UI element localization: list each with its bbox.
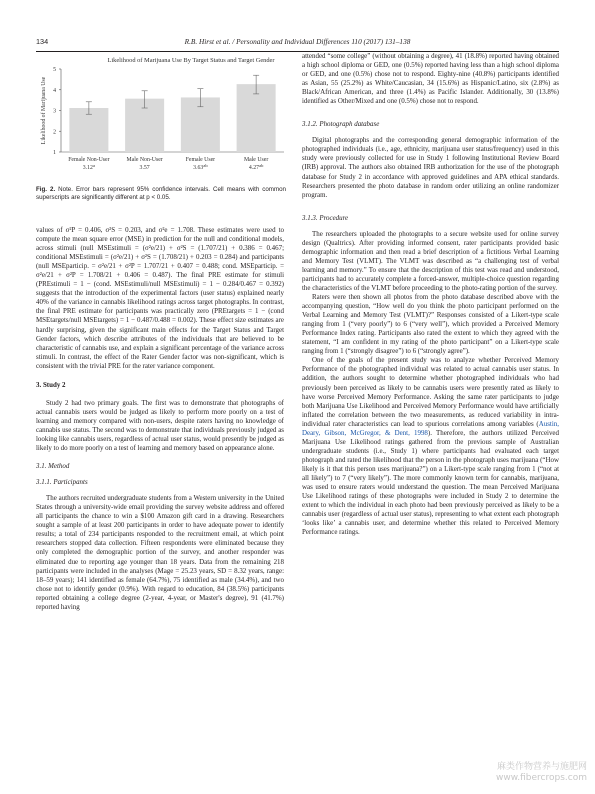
section-heading: 3. Study 2 <box>36 380 66 389</box>
paragraph: The researchers uploaded the photographs to a secure website used for online survey design (Qualtrics). After providing informed consent, rater participants provided basic demographic information and then read a brief description of a fictitious Verbal Learning and Memory Test (VLMT). The VLMT was described as “a challenging test of verbal learning and memory.” To ensure that the description of this test was read and understood, participants had to accurately complete a forced-answer, multiple-choice question regarding the characteristics of the VLMT before proceeding to the photo-rating portion of the survey. <box>302 229 559 292</box>
paragraph: The authors recruited undergraduate students from a Western university in the United States through a university-wide email providing the survey website address and offered all participants the chance to win a $100 Amazon gift card in a drawing. Researchers sought a sample of at least 200 participants in order to have adequate power to identify results; a total of 234 participants responded to the recruitment email, at which point researchers stopped data collection. Fifteen respondents were eliminated because they only completed the demographic portion of the survey, and another responder was eliminated due to reporting age younger than 18 years. Data from the remaining 218 participants were included in the analyses (Mage = 25.23 years, SD = 8.32 years, range: 18–59 years); 141 identified as female (64.7%), 75 identified as male (34.4%), and two chose not to identify gender (0.9%). With regard to education, 84 (38.5%) participants reported obtaining a college degree (2-year, 4-year, or Master's degree), 91 (41.7%) reported having <box>36 494 284 611</box>
left-column <box>36 226 284 612</box>
bar <box>69 108 108 152</box>
paragraph: Digital photographs and the corresponding general demographic information of the photographed individuals (i.e., age, ethnicity, marijuana user status/frequency) used in this study were previously collected for use in Study 1 following Institutional Review Board (IRB) approval. The authors also obtained IRB authorization for the use of the photograph database for Study 2 in accordance with approved guidelines and APA ethical standards. Researchers presented the photo database in random order utilizing an online randomizer program. <box>302 136 559 199</box>
subsection-heading: 3.1.3. Procedure <box>302 213 349 222</box>
subsection-heading: 3.1.1. Participants <box>36 478 88 487</box>
paragraph: Raters were then shown all photos from the photo database described above with the accompanying question, “How well do you think the photo participant performed on the Verbal Learning and Memory Test (VLMT)?” Responses consisted of a Likert-type scale ranging from 1 (“very poorly”) to 6 (“very well”), which provided a Perceived Memory Performance Index rating. Participants also rated the extent to which they agreed with the statement, “I am confident in my rating of the photo participant” on a Likert-type scale ranging from 1 (“strongly disagree”) to 6 (“strongly agree”). <box>302 293 559 356</box>
citation-link[interactable]: Austin, Deary, Gibson, McGregor, & Dent, 1998 <box>302 419 559 437</box>
y-tick-label: 2 <box>53 129 56 136</box>
watermark-line: 麻类作物营养与施肥网 <box>496 762 587 772</box>
y-tick-label: 3 <box>53 108 56 115</box>
figure-caption <box>36 186 286 202</box>
y-tick-label: 4 <box>53 87 56 94</box>
journal-citation: R.B. Hirst et al. / Personality and Individual Differences 110 (2017) 131–138 <box>184 37 411 46</box>
figure-caption-text: Note. Error bars represent 95% confidence intervals. Cell means with common superscripts are significantly different at p < 0.05. <box>36 186 286 201</box>
paragraph: values of σ²P = 0.406, σ²S = 0.203, and σ²e = 1.708. These estimates were used to compute the mean square error (MSE) in prediction for the null and conditional models, across stimuli (null MSEstimuli = (σ²e/21) + σ²S = (1.707/21) + 0.386 = 0.467; conditional MSEstimuli = (σ²e/21) + σ²S = (1.708/21) + 0.203 = 0.284) and participants (null MSEparticip. = σ²e/21 + σ²P = 1.707/21 + 0.407 = 0.488; cond. MSEparticip. = σ²e/21 + σ²P = 1.708/21 + 0.406 = 0.487). The final PRE estimate for stimuli (PREstimuli = 1 − (cond. MSEstimuli/null MSEstimuli) = 1 − 0.284/0.467 = 0.392) suggests that the introduction of the experimental factors (user status) explained nearly 40% of the variance in cannabis likelihood ratings across target photographs. In contrast, the final PRE estimate for participants was practically zero (PREtargets = 1 − (cond MSEtargets/null MSEtargets) = 1 − 0.487/0.488 = 0.002). These effect size estimates are hardly surprising, given the significant main effects for the Target Status and Target Gender factors, which describe attributes of the individuals that are believed to be characteristic of cannabis use, and explain a significant percentage of the variance across stimuli. In contrast, the effect of the Rater Gender factor was non-significant, which is consistent with the trivial PRE for the rater variance component. <box>36 226 284 370</box>
data-label: 3.12$^a$ <box>82 163 95 171</box>
paragraph: One of the goals of the present study was to analyze whether Perceived Memory Performance of the photographed individual was related to actual cannabis user status. In addition, the authors sought to determine whether photographed individuals who had previously been perceived as likely to be cannabis users were presently rated as likely to have worse Perceived Memory Performance. Asking the same rater participants to judge both Marijuana Use Likelihood and Perceived Memory Performance would have artificially inflated the correlation between the two measurements, as reduced variability in intra-individual rater characteristics can lead to spurious correlations among variables (Austin, Deary, Gibson, McGregor, & Dent, 1998). Therefore, the authors utilized Perceived Marijuana Use Likelihood ratings gathered from the previous sample of Australian undergraduate students (i.e., Study 1) where participants had evaluated each target photograph and rated the likelihood that the person in the photograph uses marijuana (“How likely is it that this person uses marijuana?”) on a Likert-type scale ranging from 1 (“not at all likely”) to 7 (“very likely”). The more commonly known term for cannabis, marijuana, was used to ensure raters would understand the question. The mean Perceived Marijuana Use Likelihood ratings of these photographs were included in Study 2 to determine the extent to which the individual in each photo had been previously perceived as likely to be a cannabis user (regardless of actual user status), representing to what extent each photograph ‘looks like’ a cannabis user, and determine whether this related to Perceived Memory Performance ratings. <box>302 356 559 537</box>
running-header <box>36 37 559 49</box>
bar <box>237 84 276 152</box>
y-tick-label: 5 <box>53 67 56 73</box>
data-label: 3.63$^{ab}$ <box>193 163 208 171</box>
figure-label: Fig. 2. <box>36 186 56 193</box>
chart-bars <box>68 75 275 171</box>
paragraph: Study 2 had two primary goals. The first was to demonstrate that photographs of actual cannabis users would be judged as likely to perform more poorly on a test of learning and memory compared with non-users, despite raters having no knowledge of cannabis use status. The second was to demonstrate that individuals previously judged as looking like cannabis users, regardless of actual user status, would presently be judged as likely to do more poorly on a test of learning and memory based on appearance alone. <box>36 398 284 453</box>
paragraph: attended “some college” (without obtaining a degree), 41 (18.8%) reported having obtained a high school diploma or GED, one (0.5%) reported having less than a high school diploma or GED, and one (0.5%) chose not to respond. Eighty-nine (40.8%) participants identified as Asian, 55 (25.2%) as White/Caucasian, 34 (15.6%) as Hispanic/Latino, six (2.8%) as Black/African American, and three (1.4%) as Pacific Islander. Additionally, 30 (13.8%) identified as Other/Mixed and one (0.5%) chose not to respond. <box>302 52 559 106</box>
watermark <box>496 762 587 784</box>
x-tick-label: Female Non-User <box>68 157 110 163</box>
bar-chart <box>36 52 286 202</box>
data-label: 4.27$^{ab}$ <box>248 163 264 171</box>
y-tick-label: 1 <box>53 150 56 156</box>
page-number: 134 <box>36 37 49 46</box>
x-tick-label: Female User <box>185 157 216 163</box>
x-tick-label: Male User <box>243 157 269 163</box>
subsection-heading: 3.1. Method <box>36 462 70 471</box>
x-tick-label: Male Non-User <box>126 157 163 163</box>
data-label: 3.57 <box>139 165 150 171</box>
subsection-heading: 3.1.2. Photograph database <box>302 120 380 129</box>
watermark-url: www.fibercrops.com <box>496 773 587 783</box>
y-axis-label: Likelihood of Marijuana Use <box>41 76 47 145</box>
chart-title: Likelihood of Marijuana Use By Target Status and Target Gender <box>107 57 275 64</box>
right-column <box>302 52 559 537</box>
